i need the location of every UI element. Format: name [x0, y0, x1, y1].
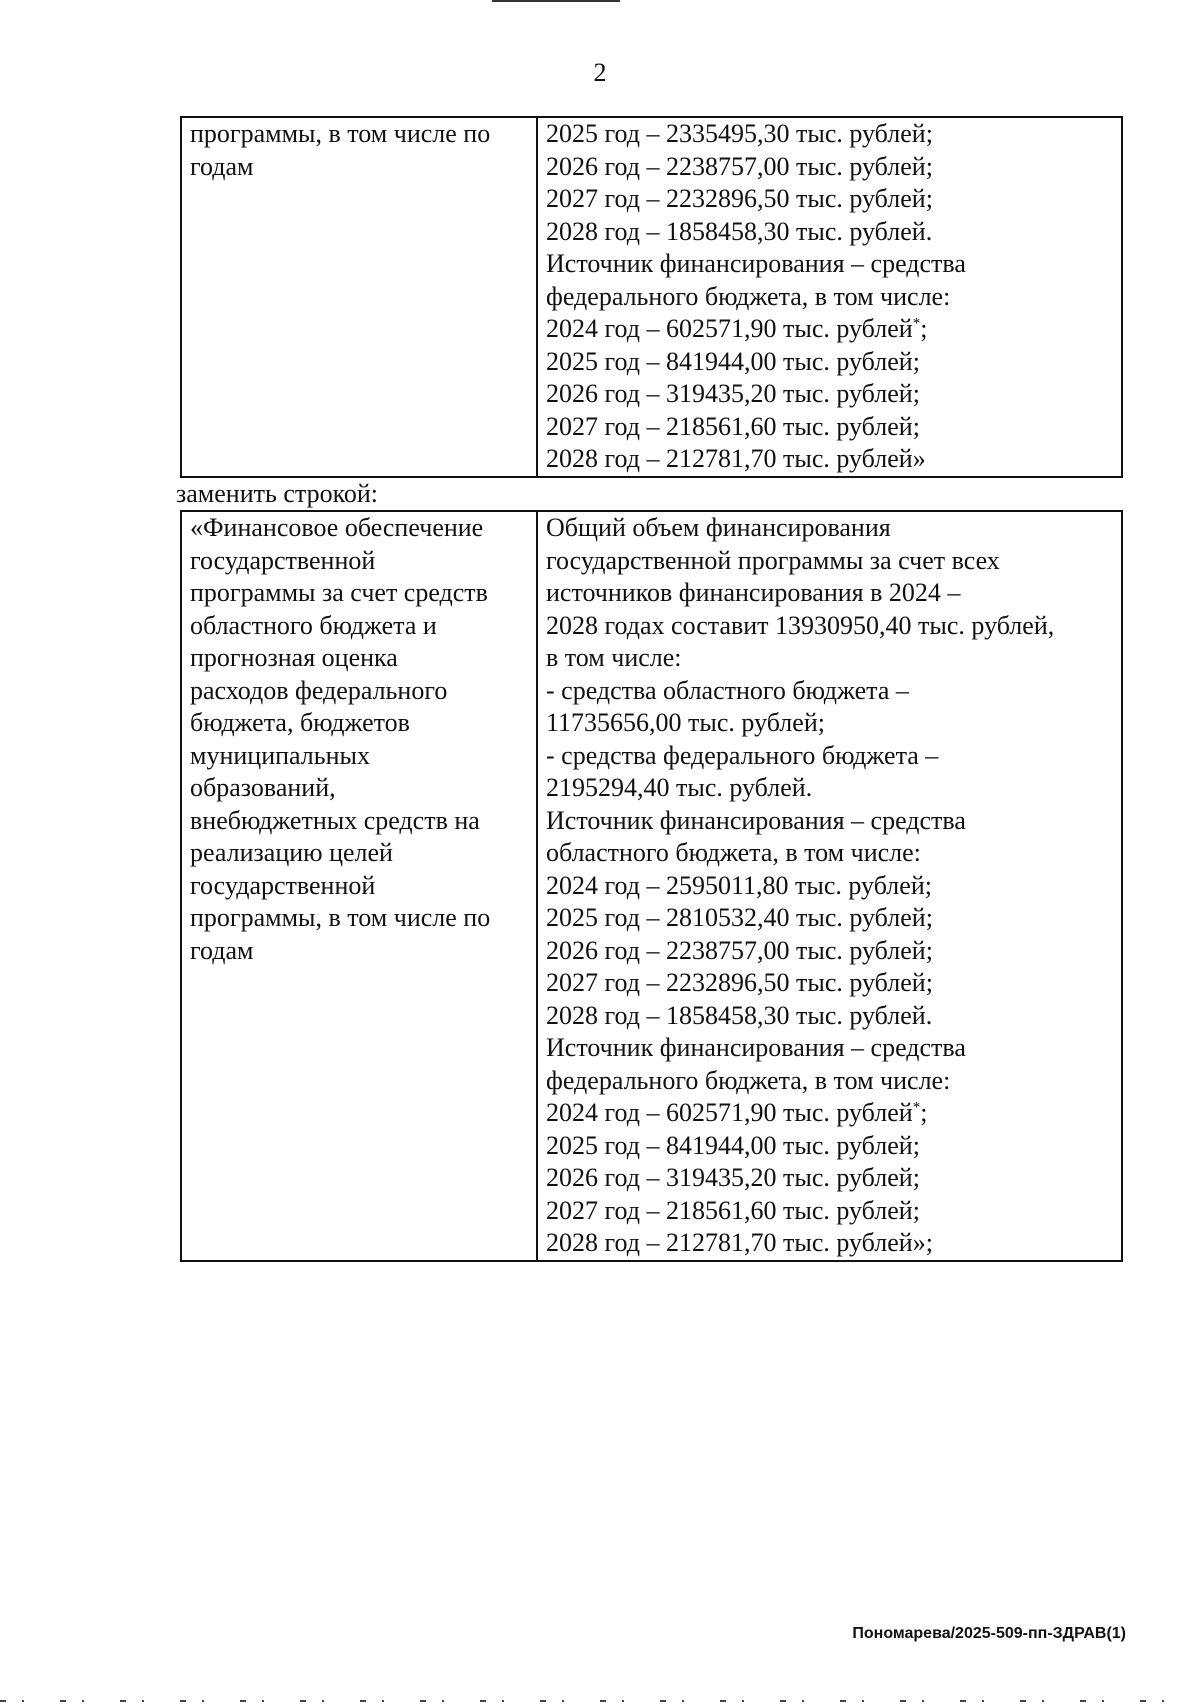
table-new-left-line: годам [190, 935, 254, 965]
table-new-right-line: областного бюджета, в том числе: [546, 838, 921, 867]
table-new-right-line: 2026 год – 2238757,00 тыс. рублей; [546, 935, 933, 965]
table-old-left-line: программы, в том числе по [190, 119, 491, 148]
footnote-marker: * [912, 315, 921, 332]
table-row [181, 511, 1122, 1261]
table-new-left-line: внебюджетных средств на [190, 805, 480, 835]
table-old-right-line: 2028 год – 1858458,30 тыс. рублей. [546, 216, 933, 246]
table-new-right-line: 2028 год – 1858458,30 тыс. рублей. [546, 1000, 933, 1030]
table-new-right-line: 2026 год – 319435,20 тыс. рублей; [546, 1163, 920, 1192]
table-new-right-line: 2025 год – 2810532,40 тыс. рублей; [546, 903, 933, 932]
line-text: 2024 год – 602571,90 тыс. рублей [546, 314, 913, 343]
table-new-left-line: бюджета, бюджетов [190, 708, 410, 737]
table-old-right-line: 2027 год – 2232896,50 тыс. рублей; [546, 184, 933, 213]
table-old-right-line: 2025 год – 841944,00 тыс. рублей; [546, 346, 920, 376]
footnote-marker: * [912, 1099, 921, 1116]
table-new-row [180, 510, 1123, 1262]
table-new-right-line: федерального бюджета, в том числе: [546, 1065, 951, 1095]
table-old-right-line: 2025 год – 2335495,30 тыс. рублей; [546, 119, 933, 148]
table-old-right-line: 2028 год – 212781,70 тыс. рублей» [546, 444, 926, 473]
table-old-right-line-footnoted [546, 313, 1113, 346]
table-new-right-line: 2195294,40 тыс. рублей. [546, 773, 813, 802]
table-old-left-line: годам [190, 151, 254, 181]
table-new-right-line: 2025 год – 841944,00 тыс. рублей; [546, 1130, 920, 1160]
table-new-right-line: в том числе: [546, 643, 682, 672]
table-new-right-line: 2024 год – 2595011,80 тыс. рублей; [546, 870, 932, 900]
table-new-left-line: муниципальных [190, 740, 371, 770]
table-new-left-line: программы за счет средств [190, 578, 488, 607]
table-new-left-line: прогнозная оценка [190, 643, 398, 672]
replace-instruction: заменить строкой: [176, 479, 379, 508]
bottom-scan-marks [0, 1700, 1200, 1702]
line-suffix: ; [920, 314, 928, 343]
table-new-right-line: источников финансирования в 2024 – [546, 578, 961, 607]
table-new-right-line: - средства федерального бюджета – [546, 740, 939, 770]
table-new-left-line: расходов федерального [190, 675, 448, 705]
top-scan-rule [492, 0, 620, 2]
line-suffix: ; [920, 1098, 928, 1127]
table-old-right-cell [537, 117, 1122, 477]
line-text: 2024 год – 602571,90 тыс. рублей [546, 1098, 913, 1127]
table-new-right-line: Источник финансирования – средства [546, 1033, 966, 1062]
table-old-right-line: 2026 год – 2238757,00 тыс. рублей; [546, 151, 933, 181]
table-old-row [180, 116, 1123, 478]
table-new-left-cell [181, 511, 537, 1261]
table-new-right-line: 2027 год – 2232896,50 тыс. рублей; [546, 968, 933, 997]
table-new-left-line: государственной [190, 545, 376, 575]
table-old-right-line: 2026 год – 319435,20 тыс. рублей; [546, 379, 920, 408]
table-new-right-line: 2028 годах составит 13930950,40 тыс. рублей, [546, 610, 1055, 640]
table-new-left-line: программы, в том числе по [190, 903, 491, 932]
table-new-right-cell [537, 511, 1122, 1261]
table-old-left-cell [181, 117, 537, 477]
table-new-right-line: 2027 год – 218561,60 тыс. рублей; [546, 1195, 920, 1225]
table-new-right-line: 11735656,00 тыс. рублей; [546, 708, 825, 737]
table-old-right-line: Источник финансирования – средства [546, 249, 966, 278]
table-old-right-line: федерального бюджета, в том числе: [546, 281, 951, 311]
table-new-right-line: 2028 год – 212781,70 тыс. рублей»; [546, 1228, 933, 1257]
table-new-left-line: реализацию целей [190, 838, 393, 867]
table-row [181, 117, 1122, 477]
table-new-right-line: - средства областного бюджета – [546, 675, 909, 705]
table-old-right-line: 2027 год – 218561,60 тыс. рублей; [546, 411, 920, 441]
table-new-left-line: государственной [190, 870, 376, 900]
page-number: 2 [593, 58, 607, 87]
table-new-right-line-footnoted [546, 1097, 1113, 1130]
table-new-right-line: государственной программы за счет всех [546, 545, 1000, 575]
table-new-right-line: Источник финансирования – средства [546, 805, 966, 835]
table-new-left-line: областного бюджета и [190, 610, 437, 640]
table-new-left-line: «Финансовое обеспечение [190, 513, 484, 542]
document-reference: Пономарева/2025-509-пп-ЗДРАВ(1) [852, 1625, 1126, 1642]
table-new-left-line: образований, [190, 773, 336, 802]
table-new-right-line: Общий объем финансирования [546, 513, 891, 542]
